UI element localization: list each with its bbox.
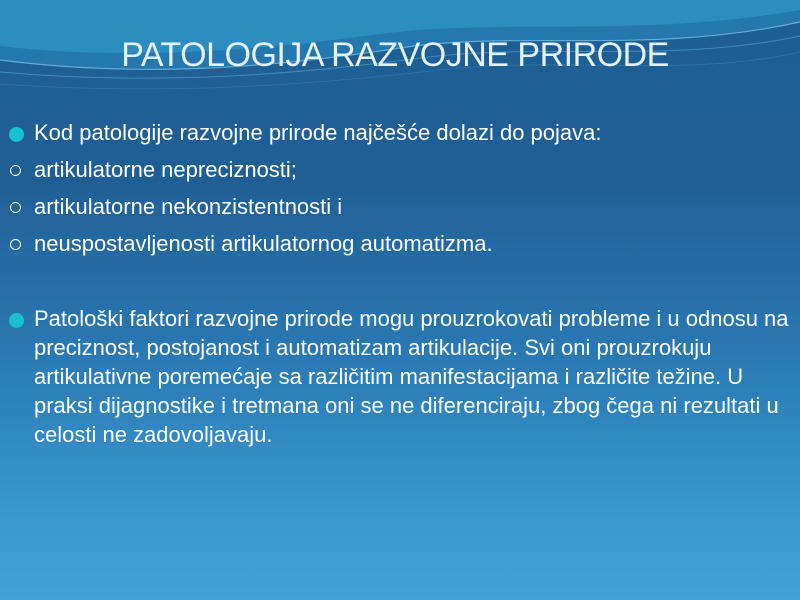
bullet-item xyxy=(8,304,793,449)
hollow-circle-icon xyxy=(8,192,34,222)
sub-bullet-item xyxy=(8,155,793,185)
bullet-text: Kod patologije razvojne prirode najčešće dolazi do pojava: xyxy=(34,120,602,145)
hollow-circle-icon xyxy=(8,229,34,259)
sub-bullet-item xyxy=(8,192,793,222)
bullet-text: Patološki faktori razvojne prirode mogu prouzrokovati probleme i u odnosu na preciznost, postojanost i automatizam artikulacije. Svi oni prouzrokuju artikulativne poremećaje sa različitim manifestacijama i različite težine. U praksi dijagnostike i tretmana oni se ne diferenciraju, zbog čega ni rezultati u celosti ne zadovoljavaju. xyxy=(34,306,789,447)
filled-dot-icon xyxy=(8,118,34,148)
slide-body xyxy=(8,118,793,449)
filled-dot-icon xyxy=(8,304,34,334)
sub-bullet-text: neuspostavljenosti artikulatornog automatizma. xyxy=(34,231,493,256)
slide-title: PATOLOGIJA RAZVOJNE PRIRODE xyxy=(121,36,669,74)
sub-bullet-text: artikulatorne nepreciznosti; xyxy=(34,157,297,182)
sub-bullet-item xyxy=(8,229,793,259)
sub-bullet-text: artikulatorne nekonzistentnosti i xyxy=(34,194,343,219)
hollow-circle-icon xyxy=(8,155,34,185)
bullet-item xyxy=(8,118,793,148)
